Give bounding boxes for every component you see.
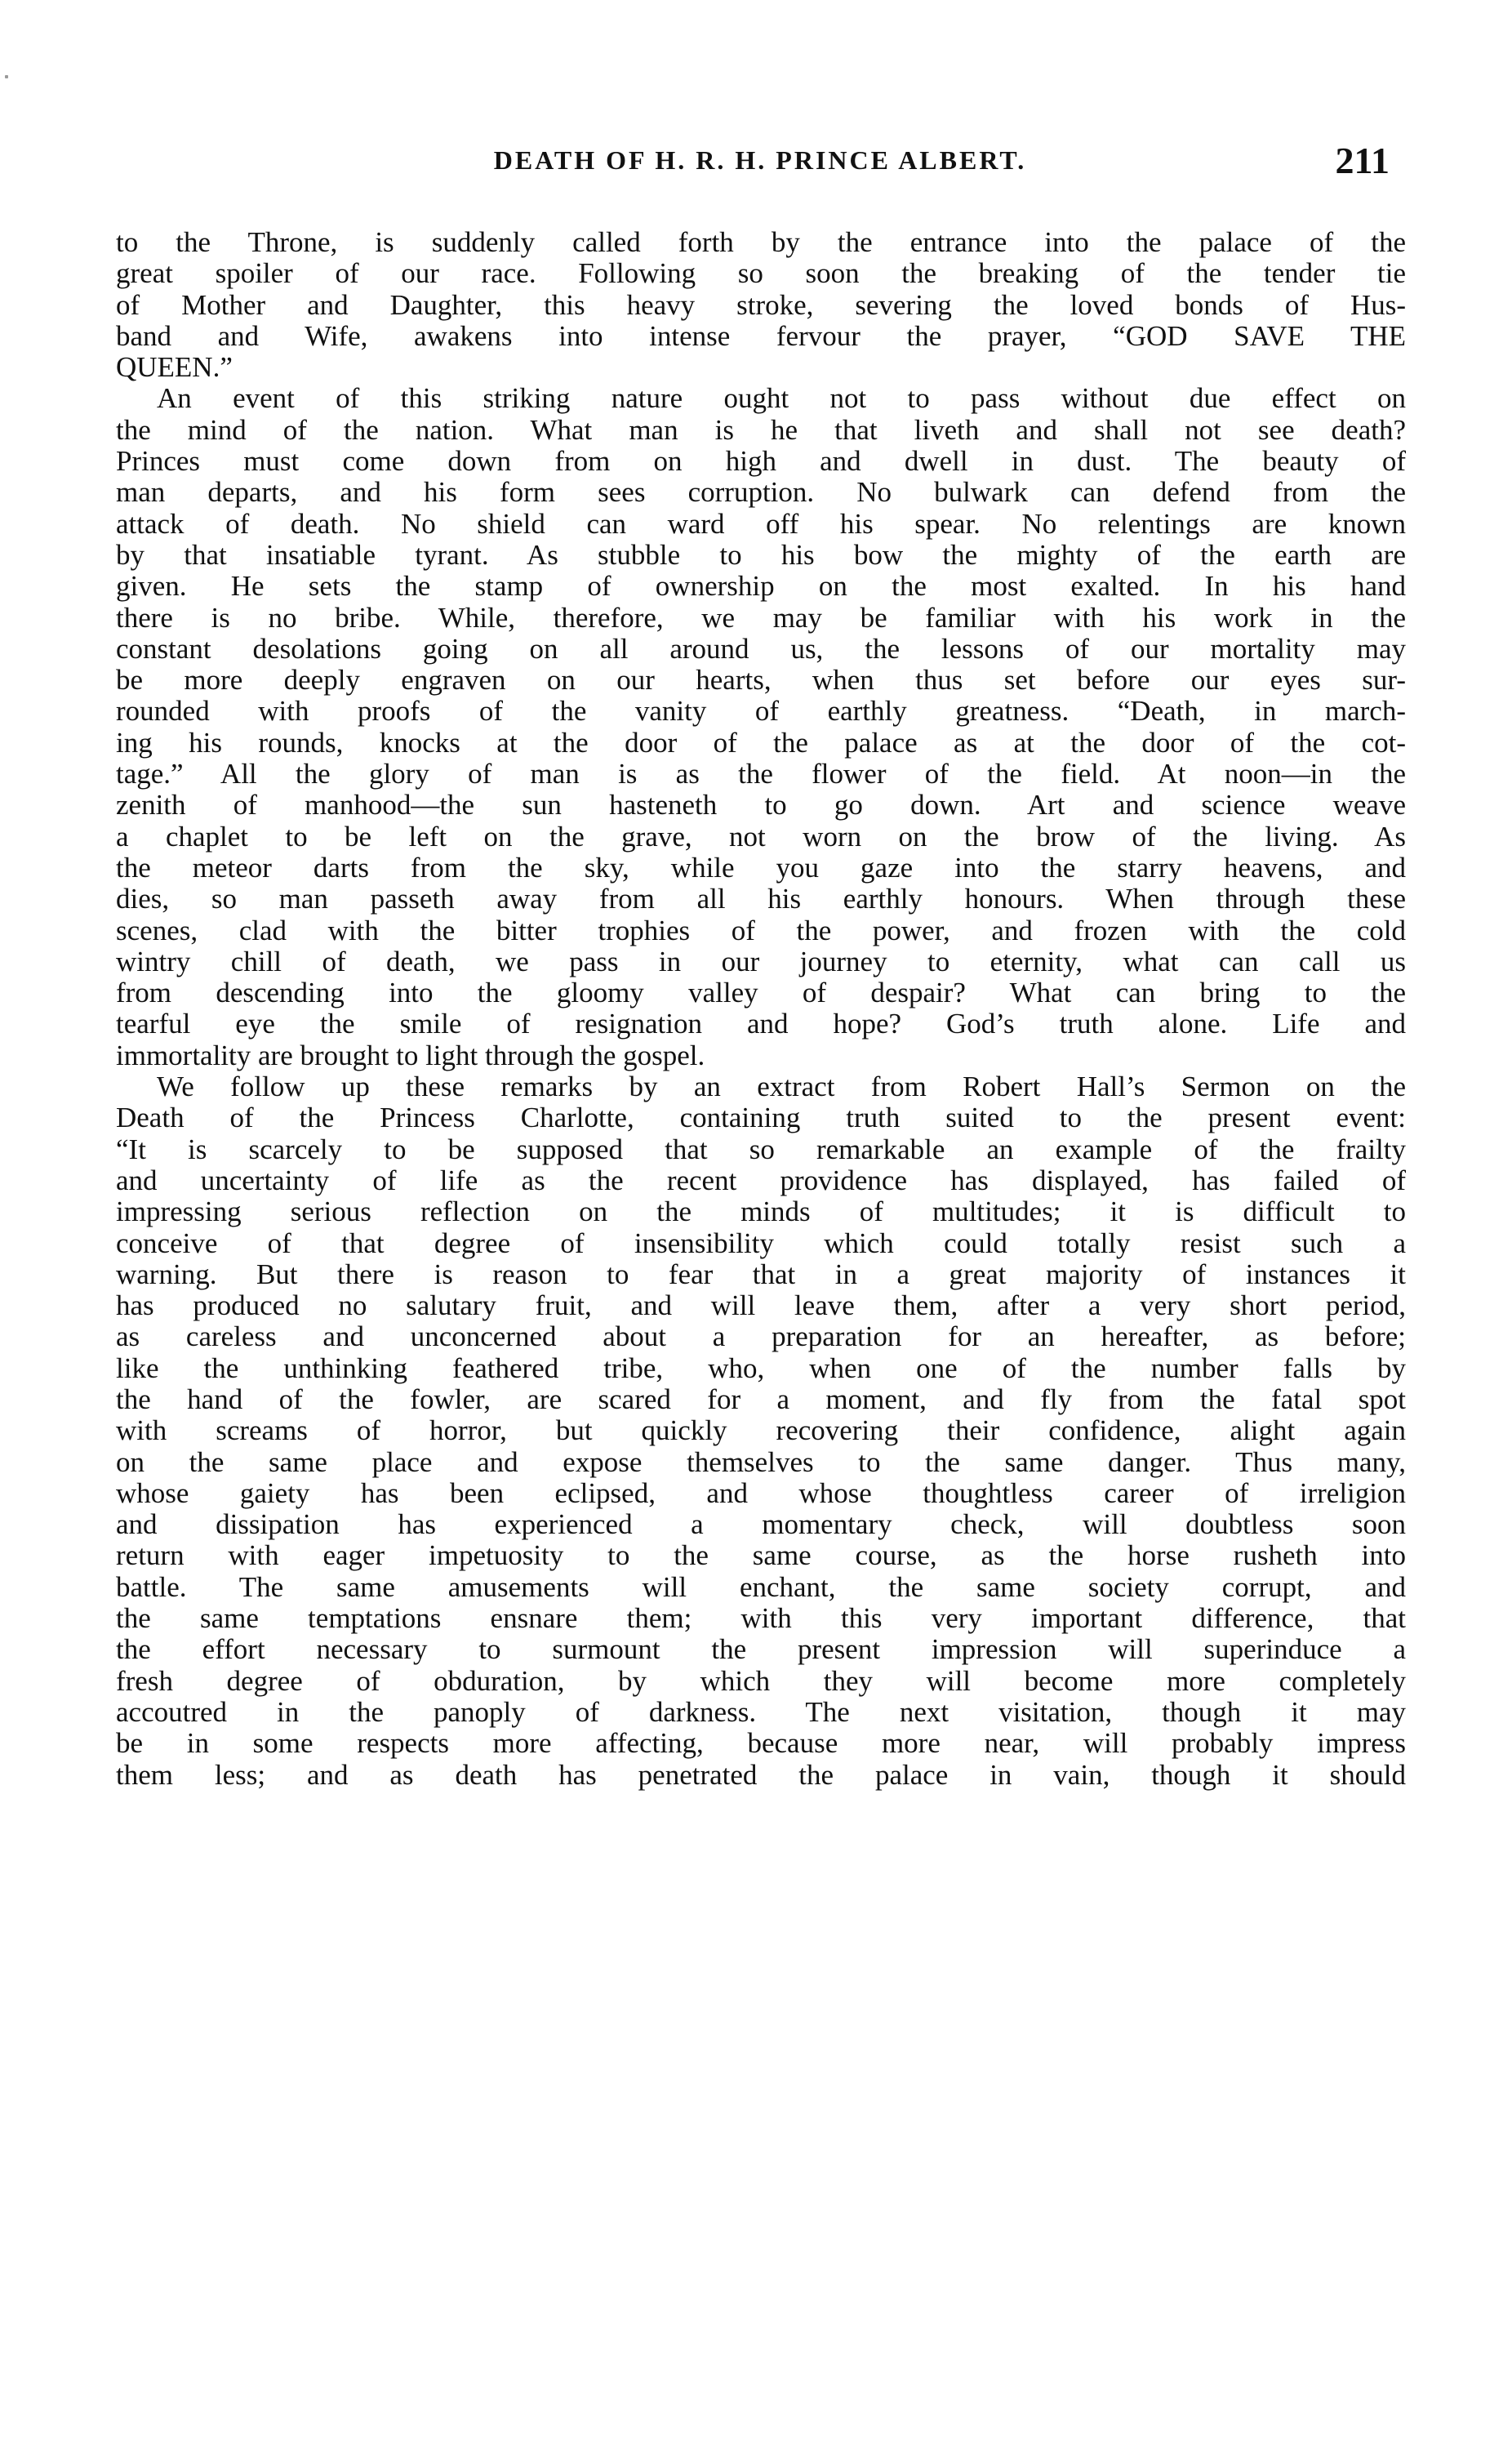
text-line: scenes, clad with the bitter trophies of the power, and frozen with the cold [116,914,1406,946]
text-line: a chaplet to be left on the grave, not worn on the brow of the living. As [116,820,1406,853]
text-line: Death of the Princess Charlotte, containing truth suited to the present event: [116,1102,1406,1134]
text-line: and uncertainty of life as the recent providence has displayed, has failed of [116,1164,1406,1196]
text-line: dies, so man passeth away from all his earthly honours. When through these [116,883,1406,915]
text-line: with screams of horror, but quickly recovering their confidence, alight again [116,1414,1406,1447]
text-line: rounded with proofs of the vanity of earthly greatness. “Death, in march- [116,695,1406,728]
text-line: battle. The same amusements will enchant, the same society corrupt, and [116,1570,1406,1603]
page-header [114,139,1406,196]
body-text [116,227,1406,1791]
text-line: the meteor darts from the sky, while you gaze into the starry heavens, and [116,851,1406,884]
text-line: as careless and unconcerned about a preparation for an hereafter, as before; [116,1320,1406,1353]
page-number: 211 [1335,140,1390,181]
text-line: the mind of the nation. What man is he that liveth and shall not see death? [116,413,1406,446]
text-line: to the Throne, is suddenly called forth by the entrance into the palace of the [116,226,1406,258]
text-line: the hand of the fowler, are scared for a moment, and fly from the fatal spot [116,1383,1406,1415]
text-line: “It is scarcely to be supposed that so remarkable an example of the frailty [116,1133,1406,1165]
text-line: them less; and as death has penetrated the palace in vain, though it should [116,1758,1406,1791]
text-line: like the unthinking feathered tribe, who, when one of the number falls by [116,1351,1406,1384]
text-line: tage.” All the glory of man is as the flower of the field. At noon—in the [116,758,1406,790]
text-line: there is no bribe. While, therefore, we may be familiar with his work in the [116,601,1406,634]
text-line: has produced no salutary fruit, and will leave them, after a very short period, [116,1289,1406,1322]
text-line: immortality are brought to light through the gospel. [116,1039,705,1071]
text-line: conceive of that degree of insensibility which could totally resist such a [116,1227,1406,1259]
text-line: constant desolations going on all around us, the lessons of our mortality may [116,632,1406,665]
text-line: whose gaiety has been eclipsed, and whose thoughtless career of irreligion [116,1476,1406,1509]
text-line: by that insatiable tyrant. As stubble to his bow the mighty of the earth are [116,538,1406,571]
text-line: wintry chill of death, we pass in our journey to eternity, what can call us [116,945,1406,977]
text-line: attack of death. No shield can ward off his spear. No relentings are known [116,507,1406,540]
text-line: ing his rounds, knocks at the door of the palace as at the door of the cot- [116,726,1406,759]
text-line: warning. But there is reason to fear that in a great majority of instances it [116,1258,1406,1290]
text-line: accoutred in the panoply of darkness. The next visitation, though it may [116,1695,1406,1728]
text-line: zenith of manhood—the sun hasteneth to go down. Art and science weave [116,789,1406,821]
text-line: given. He sets the stamp of ownership on the most exalted. In his hand [116,570,1406,603]
running-head: DEATH OF H. R. H. PRINCE ALBERT. [493,145,1027,175]
text-line: QUEEN.” [116,351,233,384]
text-line: on the same place and expose themselves to the same danger. Thus many, [116,1445,1406,1478]
text-line: fresh degree of obduration, by which they will become more completely [116,1664,1406,1697]
text-line: great spoiler of our race. Following so soon the breaking of the tender tie [116,257,1406,290]
text-line: the same temptations ensnare them; with this very important difference, that [116,1602,1406,1635]
text-line: An event of this striking nature ought not to pass without due effect on [157,382,1406,415]
text-line: be in some respects more affecting, because more near, will probably impress [116,1727,1406,1760]
text-line: tearful eye the smile of resignation and hope? God’s truth alone. Life and [116,1008,1406,1040]
margin-speck [5,75,8,78]
text-line: man departs, and his form sees corruption. No bulwark can defend from the [116,476,1406,509]
text-line: band and Wife, awakens into intense fervour the prayer, “GOD SAVE THE [116,319,1406,352]
text-line: Princes must come down from on high and dwell in dust. The beauty of [116,445,1406,478]
text-line: and dissipation has experienced a momentary check, will doubtless soon [116,1508,1406,1541]
text-line: the effort necessary to surmount the present impression will superinduce a [116,1633,1406,1666]
text-line: return with eager impetuosity to the same course, as the horse rusheth into [116,1539,1406,1572]
text-line: We follow up these remarks by an extract from Robert Hall’s Sermon on the [157,1071,1406,1103]
text-line: impressing serious reflection on the minds of multitudes; it is difficult to [116,1196,1406,1228]
text-line: of Mother and Daughter, this heavy stroke, severing the loved bonds of Hus- [116,288,1406,321]
text-line: from descending into the gloomy valley of despair? What can bring to the [116,977,1406,1009]
text-line: be more deeply engraven on our hearts, when thus set before our eyes sur- [116,664,1406,697]
